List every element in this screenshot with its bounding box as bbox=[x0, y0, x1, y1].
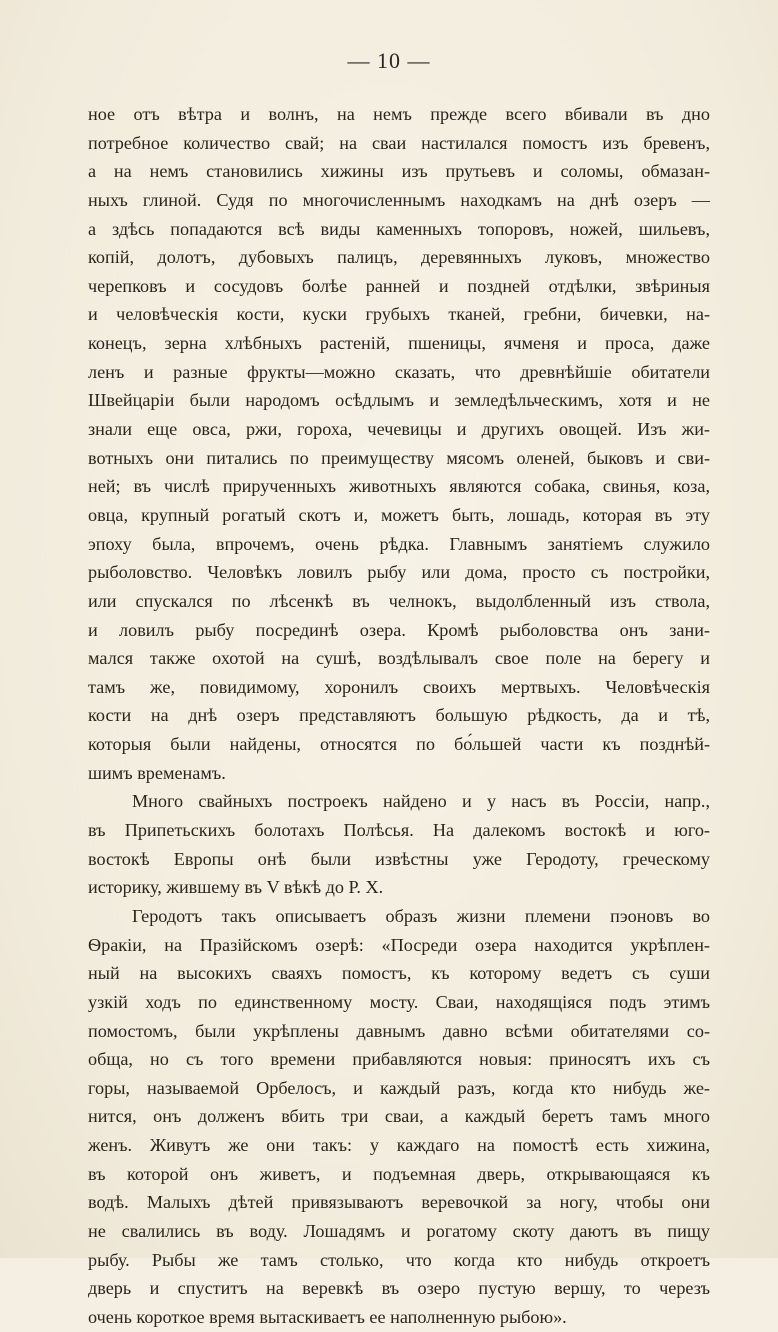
text-line: эпоху была, впрочемъ, очень рѣдка. Главнымъ занятіемъ служило bbox=[88, 533, 710, 554]
text-line: черепковъ и сосудовъ болѣе ранней и поздней отдѣлки, звѣриныя bbox=[88, 275, 710, 296]
text-line: горы, называемой Орбелосъ, и каждый разъ, когда кто нибудь же- bbox=[88, 1077, 710, 1098]
text-line: ное отъ вѣтра и волнъ, на немъ прежде всего вбивали въ дно bbox=[88, 104, 710, 124]
text-line: ный на высокихъ сваяхъ помостъ, къ которому ведетъ съ суши bbox=[88, 963, 710, 984]
text-line: рыболовство. Человѣкъ ловилъ рыбу или дома, просто съ постройки, bbox=[88, 562, 710, 583]
text-line: ней; въ числѣ прирученныхъ животныхъ являются собака, свинья, коза, bbox=[88, 476, 710, 497]
page-number: — 10 — bbox=[347, 48, 431, 73]
text-line: обща, но съ того времени прибавляются новыя: приносятъ ихъ съ bbox=[88, 1049, 710, 1070]
text-line: потребное количество свай; на сваи настилался помостъ изъ бревенъ, bbox=[88, 132, 710, 153]
text-line: а здѣсь попадаются всѣ виды каменныхъ топоровъ, ножей, шильевъ, bbox=[88, 218, 710, 239]
text-line: водѣ. Малыхъ дѣтей привязываютъ веревочкой за ногу, чтобы они bbox=[88, 1192, 710, 1213]
text-line: Ѳракіи, на Празійскомъ озерѣ: «Посреди озера находится укрѣплен- bbox=[88, 934, 710, 955]
text-line: и человѣческія кости, куски грубыхъ тканей, гребни, бичевки, на- bbox=[88, 304, 710, 325]
text-line: не свалились въ воду. Лошадямъ и рогатому скоту даютъ въ пищу bbox=[88, 1220, 710, 1241]
text-line: дверь и спуститъ на веревкѣ въ озеро пустую вершу, то черезъ bbox=[88, 1278, 710, 1299]
text-line: востокѣ Европы онѣ были извѣстны уже Геродоту, греческому bbox=[88, 848, 710, 869]
text-line: тамъ же, повидимому, хоронилъ своихъ мертвыхъ. Человѣческія bbox=[88, 676, 710, 697]
body-text bbox=[88, 100, 710, 1332]
text-line: конецъ, зерна хлѣбныхъ растеній, пшеницы, ячменя и проса, даже bbox=[88, 333, 710, 354]
text-line: кости на днѣ озеръ представляютъ большую рѣдкость, да и тѣ, bbox=[88, 705, 710, 726]
text-line: рыбу. Рыбы же тамъ столько, что когда кто нибудь откроетъ bbox=[88, 1249, 710, 1270]
text-line: въ Припетьскихъ болотахъ Полѣсья. На далекомъ востокѣ и юго- bbox=[88, 820, 710, 841]
text-line: ныхъ глиной. Судя по многочисленнымъ находкамъ на днѣ озеръ — bbox=[88, 189, 710, 210]
text-line: мался также охотой на сушѣ, воздѣлывалъ свое поле на берегу и bbox=[88, 648, 710, 669]
text-line: ленъ и разные фрукты—можно сказать, что древнѣйшіе обитатели bbox=[88, 361, 710, 382]
text-line: или спускался по лѣсенкѣ въ челнокъ, выдолбленный изъ ствола, bbox=[88, 590, 710, 611]
text-line: а на немъ становились хижины изъ прутьевъ и соломы, обмазан- bbox=[88, 161, 710, 182]
text-line: Много свайныхъ построекъ найдено и у насъ въ Россіи, напр., bbox=[132, 791, 710, 812]
text-line: въ которой онъ живетъ, и подъемная дверь, открывающаяся къ bbox=[88, 1163, 710, 1184]
text-line: копій, долотъ, дубовыхъ палицъ, деревянныхъ луковъ, множество bbox=[88, 247, 710, 268]
text-line: вотныхъ они питались по преимуществу мясомъ оленей, быковъ и сви- bbox=[88, 447, 710, 468]
text-line: Швейцаріи были народомъ осѣдлымъ и земледѣльческимъ, хотя и не bbox=[88, 390, 710, 411]
text-line: знали еще овса, ржи, гороха, чечевицы и другихъ овощей. Изъ жи- bbox=[88, 419, 710, 440]
text-line: помостомъ, были укрѣплены давнымъ давно всѣми обитателями со- bbox=[88, 1020, 710, 1041]
text-line: Геродотъ такъ описываетъ образъ жизни племени пэоновъ во bbox=[132, 905, 710, 926]
text-line: узкій ходъ по единственному мосту. Сваи, находящіяся подъ этимъ bbox=[88, 991, 710, 1012]
text-line: нится, онъ долженъ вбить три сваи, а каждый беретъ тамъ много bbox=[88, 1106, 710, 1127]
text-line: овца, крупный рогатый скотъ и, можетъ быть, лошадь, которая въ эту bbox=[88, 504, 710, 525]
text-line: и ловилъ рыбу посрединѣ озера. Кромѣ рыболовства онъ зани- bbox=[88, 619, 710, 640]
text-line: историку, жившему въ V вѣкѣ до Р. Х. bbox=[88, 877, 384, 898]
text-line: женъ. Живутъ же они такъ: у каждаго на помостѣ есть хижина, bbox=[88, 1135, 710, 1156]
text-line: шимъ временамъ. bbox=[88, 762, 226, 783]
text-line: которыя были найдены, относятся по бо́льшей части къ позднѣй- bbox=[88, 734, 710, 755]
text-line: очень короткое время вытаскиваетъ ее наполненную рыбою». bbox=[88, 1306, 567, 1327]
